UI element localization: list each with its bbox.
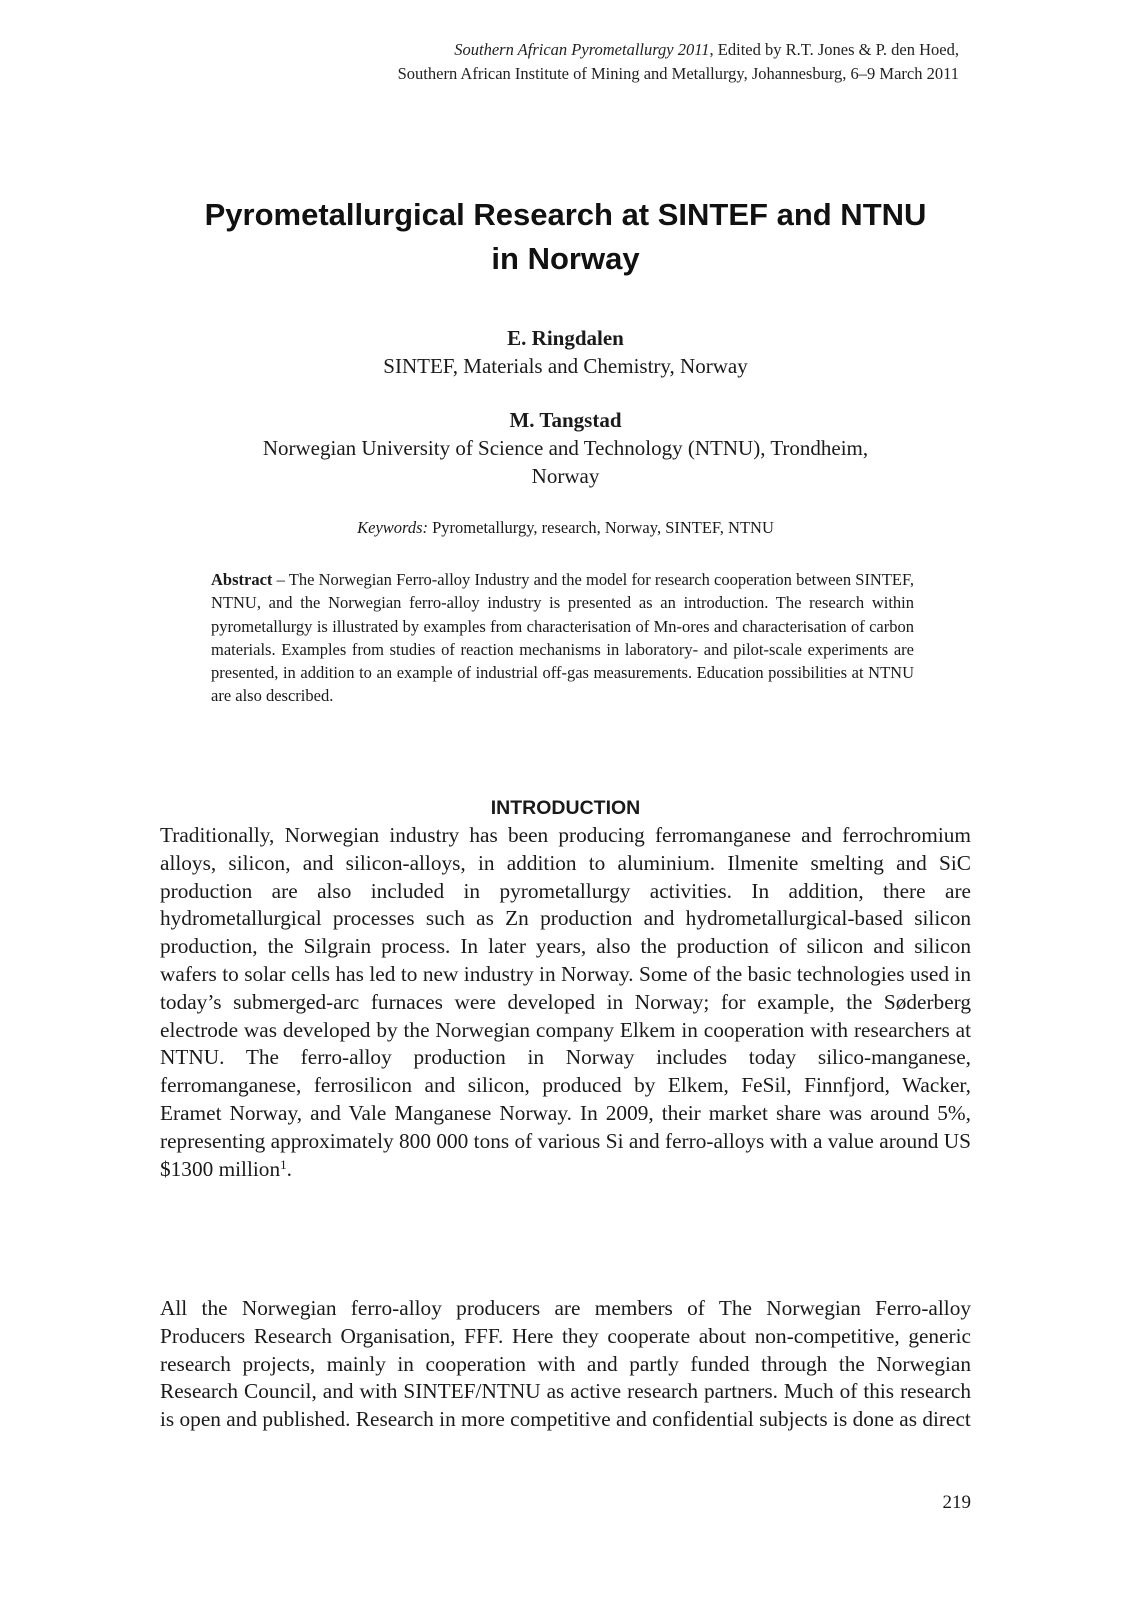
body-paragraph: All the Norwegian ferro-alloy producers are members of The Norwegian Ferro-alloy Producers Research Organisation, FFF. Here they cooperate about non-competitive, generic research projects, mainly in cooperation with and partly funded through the Norwegian Research Council, and with SINTEF/NTNU as active research partners. Much of this research is open and published. Research in more competitive and confidential subjects is done as direct [160, 1296, 971, 1432]
running-head [199, 38, 959, 86]
keywords [140, 516, 991, 540]
running-head-line2: Southern African Institute of Mining and Metallurgy, Johannesburg, 6–9 March 2011 [397, 64, 959, 83]
author-affiliation: SINTEF, Materials and Chemistry, Norway [383, 354, 748, 378]
author-name: E. Ringdalen [507, 326, 624, 350]
page-number: 219 [942, 1492, 971, 1513]
reference-marker: 1 [280, 1156, 287, 1172]
author-name: M. Tangstad [509, 408, 622, 432]
keywords-label: Keywords: [357, 518, 428, 537]
conference-name: Southern African Pyrometallurgy 2011 [454, 40, 710, 59]
author-block [140, 324, 991, 380]
author-affiliation: Norwegian University of Science and Technology (NTNU), Trondheim, [262, 436, 869, 460]
paper-title [140, 193, 991, 281]
title-line2: in Norway [491, 241, 640, 276]
paragraph-text: Traditionally, Norwegian industry has been producing ferromanganese and ferrochromium alloys, silicon, and silicon-alloys, in addition to aluminium. Ilmenite smelting and SiC production are also included in pyrometallurgy activities. In addition, there are hydrometallurgical processes such as Zn production and hydrometallurgical-based silicon production, the Silgrain process. In later years, also the production of silicon and silicon wafers to solar cells has led to new industry in Norway. Some of the basic technologies used in today’s submerged-arc furnaces were developed in Norway; for example, the Søderberg electrode was developed by the Norwegian company Elkem in cooperation with researchers at NTNU. The ferro-alloy production in Norway includes today silico-manganese, ferromanganese, ferrosilicon and silicon, produced by Elkem, FeSil, Finnfjord, Wacker, Eramet Norway, and Vale Manganese Norway. In 2009, their market share was around 5%, representing approximately 800 000 tons of various Si and ferro-alloys with a value around US $1300 million [160, 823, 971, 1181]
keywords-text: Pyrometallurgy, research, Norway, SINTEF, NTNU [428, 518, 774, 537]
abstract [211, 568, 914, 708]
section-heading-introduction: INTRODUCTION [490, 797, 641, 819]
abstract-label: Abstract [211, 570, 273, 589]
author-affiliation-continued: Norway [531, 464, 600, 488]
editors: , Edited by R.T. Jones & P. den Hoed, [709, 40, 959, 59]
title-line1: Pyrometallurgical Research at SINTEF and NTNU [204, 197, 927, 232]
abstract-text: – The Norwegian Ferro-alloy Industry and the model for research cooperation between SINTEF, NTNU, and the Norwegian ferro-alloy industry is presented as an introduction. The research within pyrometallurgy is illustrated by examples from characterisation of Mn-ores and characterisation of carbon materials. Examples from studies of reaction mechanisms in laboratory- and pilot-scale experiments are presented, in addition to an example of industrial off-gas measurements. Education possibilities at NTNU are also described. [211, 570, 914, 706]
body-paragraph [160, 822, 971, 1183]
paragraph-end: . [286, 1156, 292, 1181]
running-head-line1 [199, 38, 959, 62]
author-block [140, 406, 991, 490]
